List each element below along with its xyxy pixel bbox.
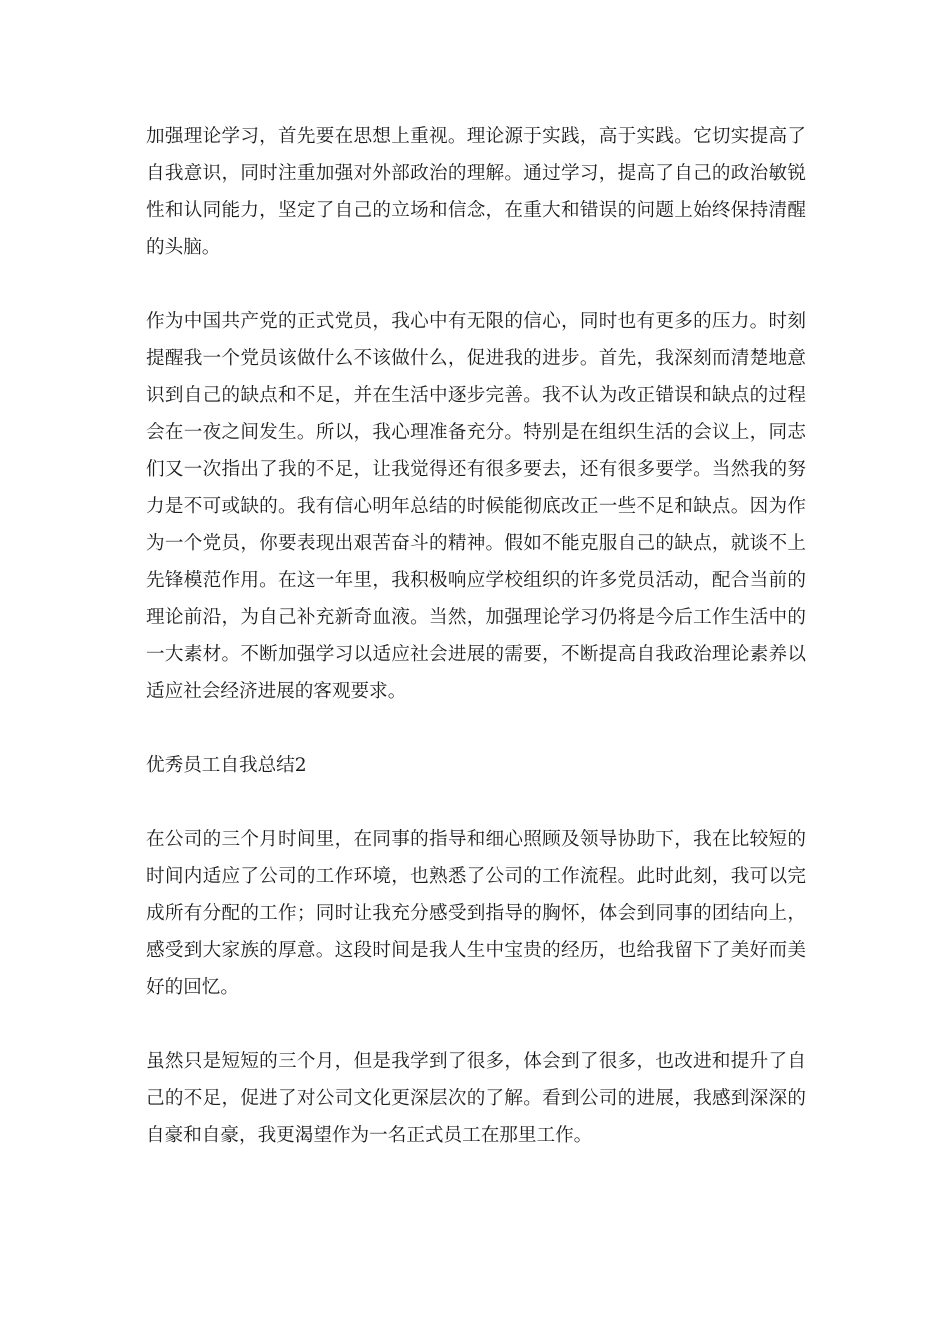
document-body xyxy=(146,118,806,1191)
paragraph-three-months: 在公司的三个月时间里，在同事的指导和细心照顾及领导协助下，我在比较短的时间内适应了公司的工作环境，也熟悉了公司的工作流程。此时此刻，我可以完成所有分配的工作；同时让我充分感受到指导的胸怀，体会到同事的团结向上，感受到大家族的厚意。这段时间是我人生中宝贵的经历，也给我留下了美好而美好的回忆。 xyxy=(146,829,806,998)
paragraph-learned-much: 虽然只是短短的三个月，但是我学到了很多，体会到了很多，也改进和提升了自己的不足，促进了对公司文化更深层次的了解。看到公司的进展，我感到深深的自豪和自豪，我更渴望作为一名正式员工在那里工作。 xyxy=(146,1051,806,1146)
paragraph-party-member: 作为中国共产党的正式党员，我心中有无限的信心，同时也有更多的压力。时刻提醒我一个党员该做什么不该做什么，促进我的进步。首先，我深刻而清楚地意识到自己的缺点和不足，并在生活中逐步完善。我不认为改正错误和缺点的过程会在一夜之间发生。所以，我心理准备充分。特别是在组织生活的会议上，同志们又一次指出了我的不足，让我觉得还有很多要去，还有很多要学。当然我的努力是不可或缺的。我有信心明年总结的时候能彻底改正一些不足和缺点。因为作为一个党员，你要表现出艰苦奋斗的精神。假如不能克服自己的缺点，就谈不上先锋模范作用。在这一年里，我积极响应学校组织的许多党员活动，配合当前的理论前沿，为自己补充新奇血液。当然，加强理论学习仍将是今后工作生活中的一大素材。不断加强学习以适应社会进展的需要，不断提高自我政治理论素养以适应社会经济进展的客观要求。 xyxy=(146,311,806,702)
paragraph-theory-study: 加强理论学习，首先要在思想上重视。理论源于实践，高于实践。它切实提高了自我意识，同时注重加强对外部政治的理解。通过学习，提高了自己的政治敏锐性和认同能力，坚定了自己的立场和信念，在重大和错误的问题上始终保持清醒的头脑。 xyxy=(146,126,806,258)
section-heading: 优秀员工自我总结2 xyxy=(146,755,307,776)
